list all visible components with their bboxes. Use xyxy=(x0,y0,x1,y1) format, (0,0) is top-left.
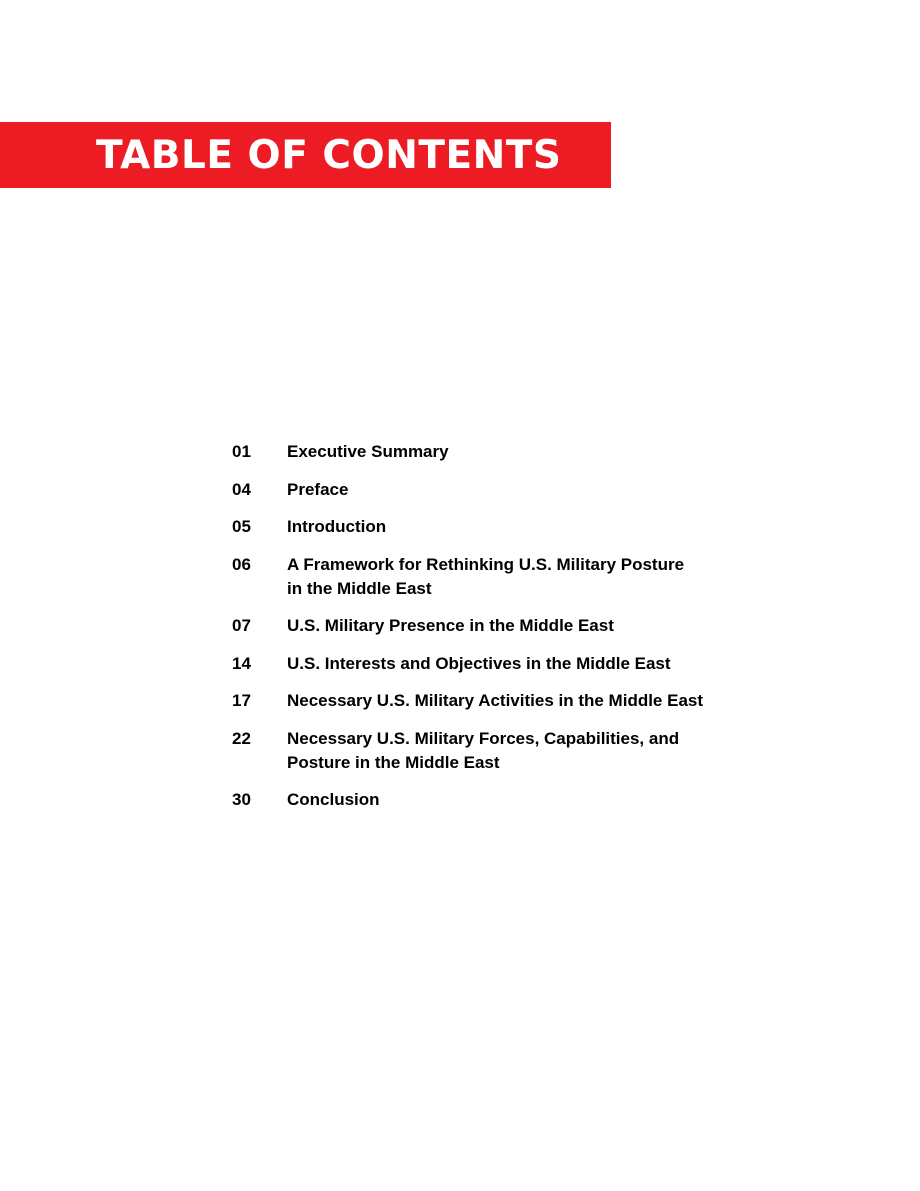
toc-entry-title: Necessary U.S. Military Forces, Capabilities, and Posture in the Middle East xyxy=(287,728,680,772)
toc-entry-forces-capabilities[interactable] xyxy=(232,727,792,775)
toc-entry-interests-objectives[interactable] xyxy=(232,652,792,676)
toc-page-number: 04 xyxy=(232,479,251,499)
toc-entry-executive-summary[interactable] xyxy=(232,440,792,464)
toc-page-number: 07 xyxy=(232,616,251,635)
toc-entry-title: U.S. Interests and Objectives in the Middle East xyxy=(287,653,671,673)
toc-entry-title: Introduction xyxy=(287,517,387,536)
toc-entry-conclusion[interactable] xyxy=(232,788,792,812)
toc-entry-title: Necessary U.S. Military Activities in the Middle East xyxy=(287,691,704,710)
toc-page-number: 06 xyxy=(232,554,251,574)
toc-page-number: 22 xyxy=(232,728,251,748)
toc-page-number: 14 xyxy=(232,653,251,673)
toc-entry-title: Executive Summary xyxy=(287,442,449,461)
toc-entry-title: A Framework for Rethinking U.S. Military Posture in the Middle East xyxy=(287,554,685,598)
toc-page-number: 17 xyxy=(232,691,251,710)
toc-entry-title: U.S. Military Presence in the Middle East xyxy=(287,616,614,635)
toc-entry-introduction[interactable] xyxy=(232,515,792,539)
title-banner xyxy=(0,122,611,188)
toc-entry-military-presence[interactable] xyxy=(232,614,792,638)
toc-entry-preface[interactable] xyxy=(232,478,792,502)
table-of-contents xyxy=(232,440,792,826)
toc-page-number: 01 xyxy=(232,442,251,461)
toc-page-number: 30 xyxy=(232,790,251,809)
toc-entry-title: Preface xyxy=(287,479,349,499)
page-title: TABLE OF CONTENTS xyxy=(96,133,562,178)
toc-entry-military-activities[interactable] xyxy=(232,689,792,713)
toc-entry-title: Conclusion xyxy=(287,790,380,809)
toc-page-number: 05 xyxy=(232,517,251,536)
toc-entry-framework[interactable] xyxy=(232,553,792,601)
